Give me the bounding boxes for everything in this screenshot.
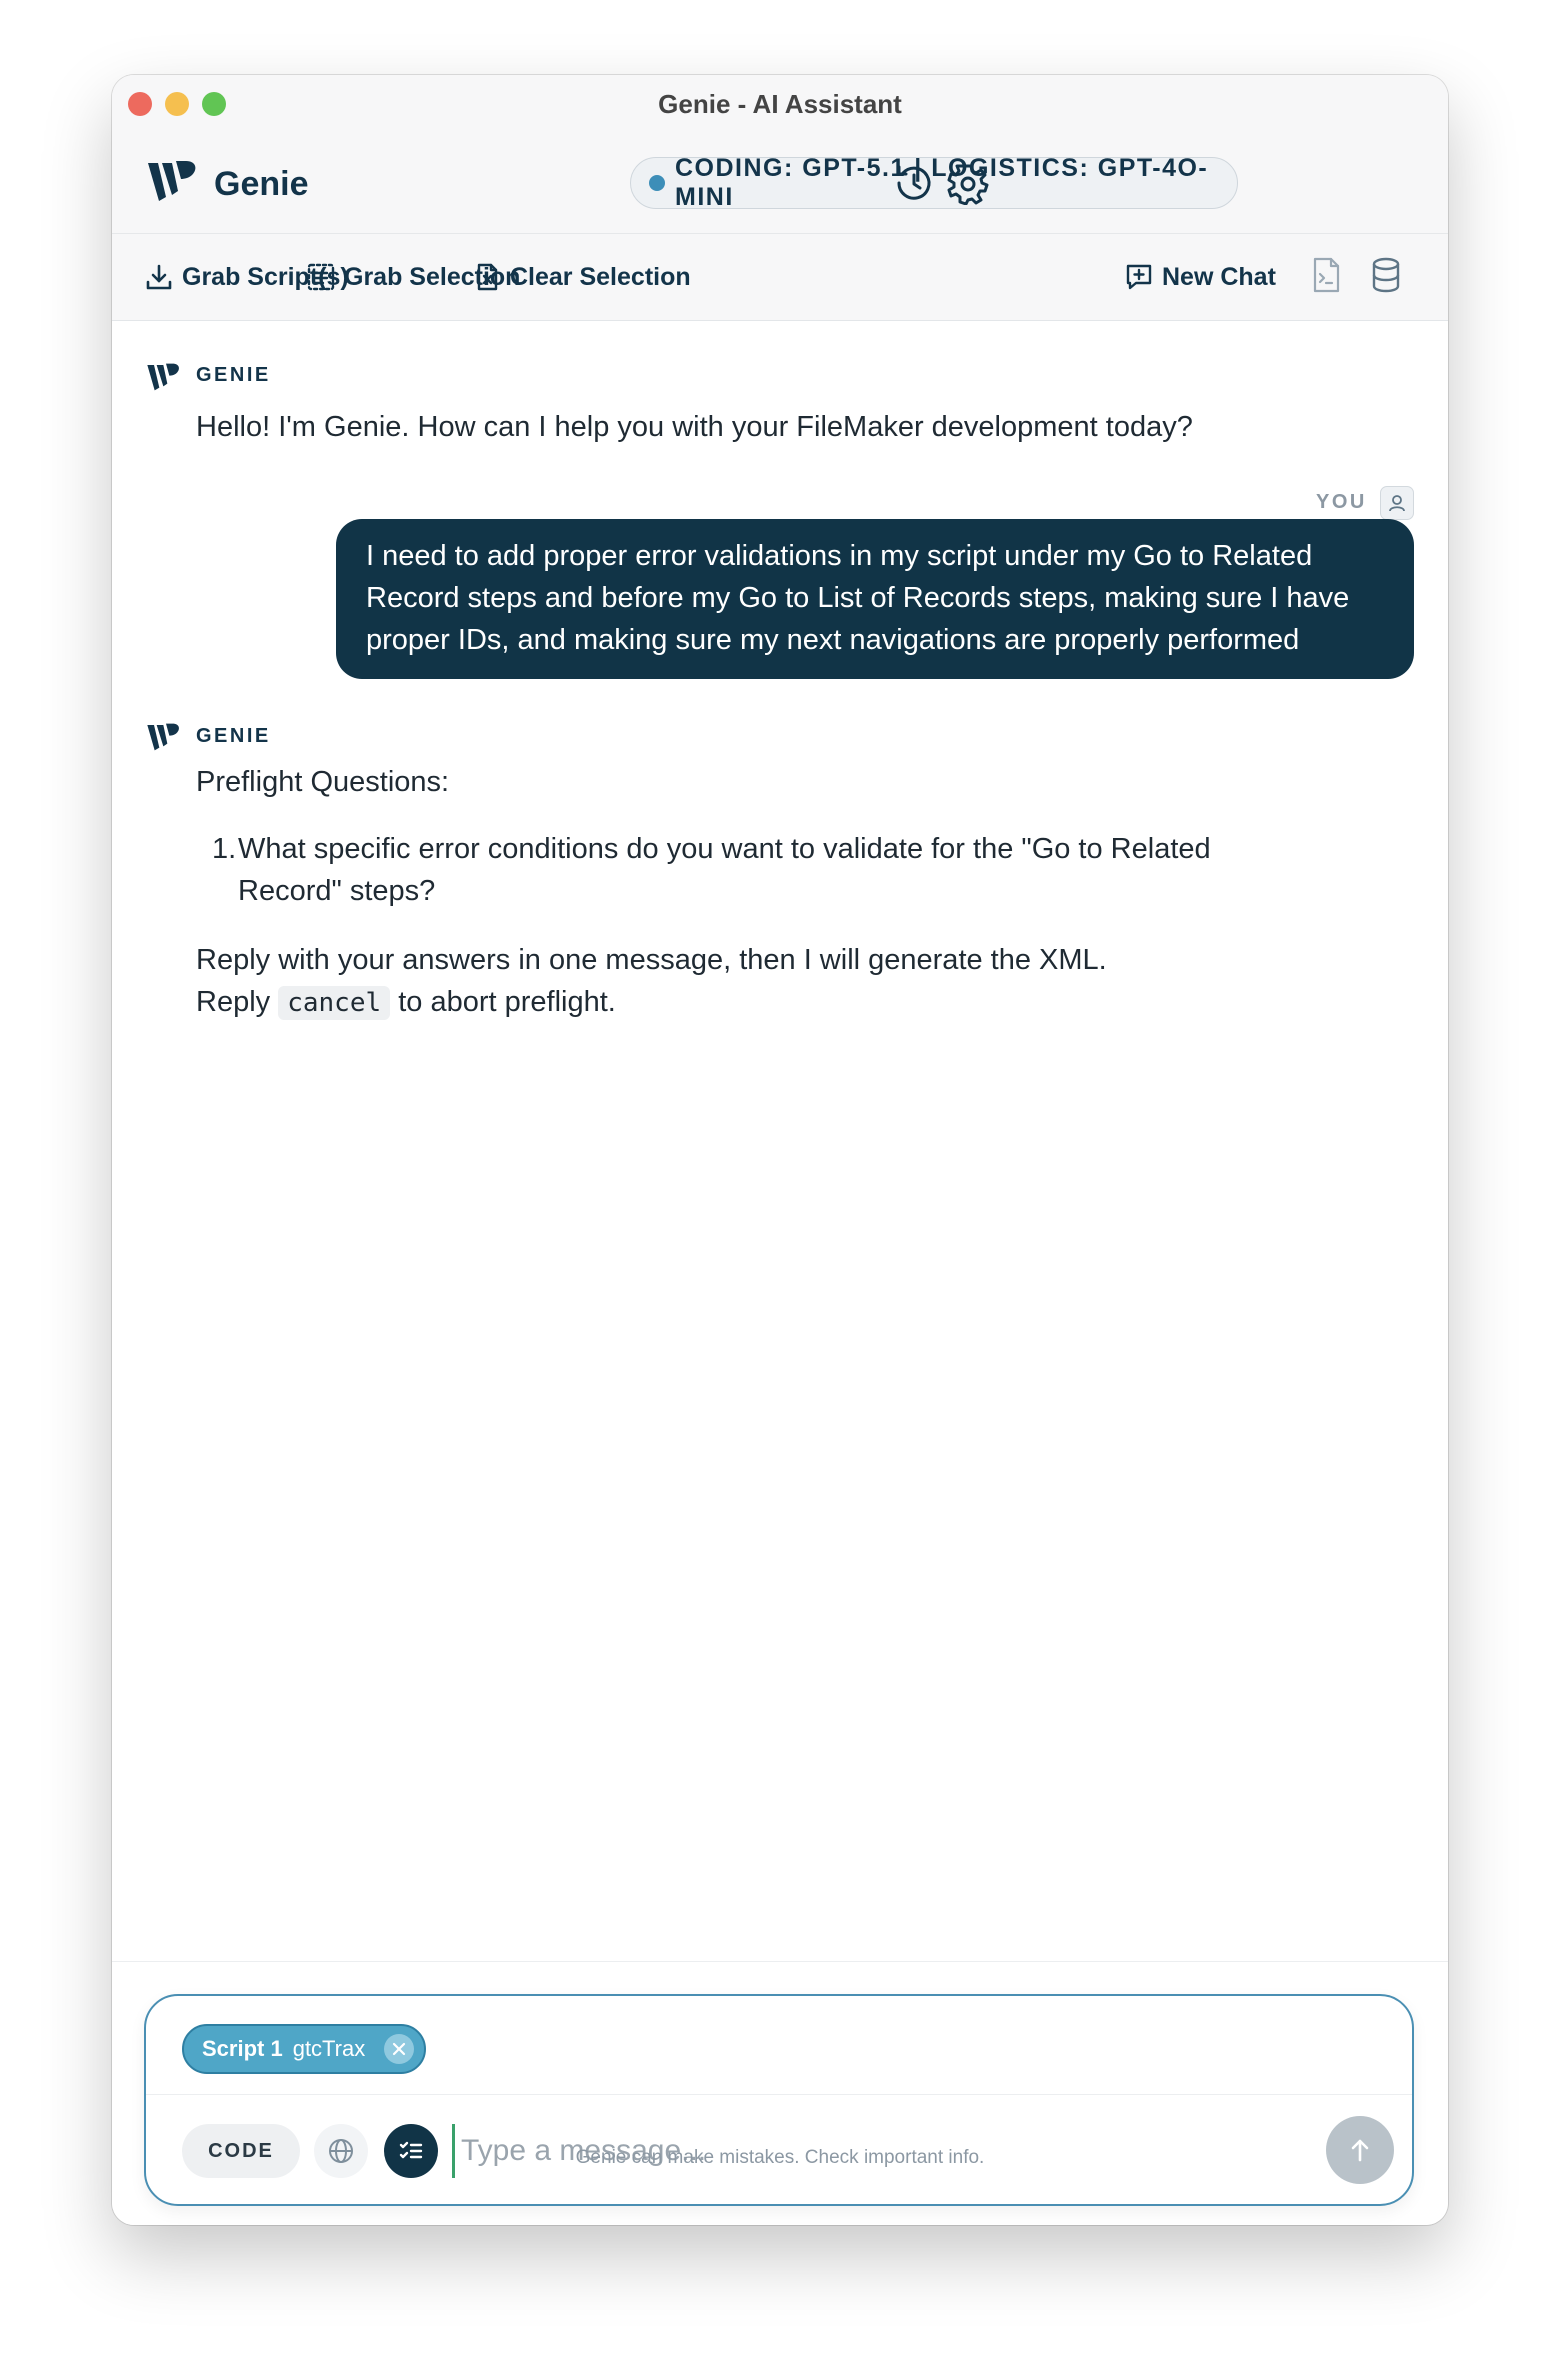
sender-label: GENIE (196, 725, 271, 747)
new-chat-label: New Chat (1162, 262, 1276, 291)
grab-selection-label: Grab Selection (344, 262, 521, 291)
genie-logo-icon (146, 157, 200, 205)
database-icon[interactable] (1366, 255, 1406, 295)
composer (144, 1994, 1414, 2206)
selection-icon (306, 262, 336, 292)
remove-chip-button[interactable] (384, 2034, 414, 2064)
genie-message: Hello! I'm Genie. How can I help you with your FileMaker development today? (196, 411, 1193, 443)
message-footer: Reply with your answers in one message, then I will generate the XML. (196, 944, 1107, 976)
clear-file-icon (472, 262, 502, 292)
close-icon (391, 2041, 407, 2057)
message-heading: Preflight Questions: (196, 766, 450, 798)
list-item-line: What specific error conditions do you want to validate for the "Go to Related (238, 833, 1211, 865)
script-chip[interactable] (182, 2024, 426, 2074)
composer-divider (146, 2094, 1412, 2095)
abort-text: to abort preflight. (398, 986, 616, 1018)
download-icon (144, 262, 174, 292)
gear-icon[interactable] (946, 161, 990, 205)
script-file-icon[interactable] (1306, 255, 1346, 295)
toolbar (112, 234, 1448, 321)
code-mode-button[interactable]: CODE (182, 2124, 300, 2178)
clear-selection-button[interactable] (472, 254, 691, 300)
message-footer-reply (196, 981, 616, 1024)
chat-area (112, 321, 1448, 1961)
sender-label: YOU (1316, 491, 1367, 513)
genie-avatar-icon (146, 721, 182, 753)
app-header (112, 133, 1448, 234)
app-window (112, 75, 1448, 2225)
user-icon (1387, 493, 1407, 513)
user-avatar (1380, 486, 1414, 520)
status-dot (649, 175, 665, 191)
disclaimer: Genie can make mistakes. Check important info. (575, 2147, 985, 2168)
list-item-line: Record" steps? (238, 875, 436, 907)
grab-scripts-label: Grab Script(s) (182, 262, 349, 291)
new-chat-icon (1124, 262, 1154, 292)
new-chat-button[interactable] (1124, 254, 1276, 300)
reply-text: Reply (196, 986, 271, 1018)
chip-script-name: gtcTrax (292, 2036, 366, 2061)
clear-selection-label: Clear Selection (510, 262, 691, 291)
user-message: I need to add proper error validations in my script under my Go to Related Record steps and before my Go to List of Records steps, making sure I have proper IDs, and making sure my next navigations are properly performed (336, 519, 1414, 679)
inline-code: cancel (278, 986, 390, 1020)
composer-area (112, 1961, 1448, 2225)
sender-label: GENIE (196, 364, 271, 386)
list-item-number: 1. (212, 833, 237, 865)
brand-name: Genie (214, 165, 309, 203)
chip-label: Script 1 (202, 2036, 283, 2061)
model-status-text: CODING: GPT-5.1 | LOGISTICS: GPT-4O-MINI (675, 154, 1209, 211)
history-icon[interactable] (892, 161, 936, 205)
title-bar (112, 75, 1448, 133)
window-title: Genie - AI Assistant (658, 89, 902, 119)
genie-avatar-icon (146, 361, 182, 393)
